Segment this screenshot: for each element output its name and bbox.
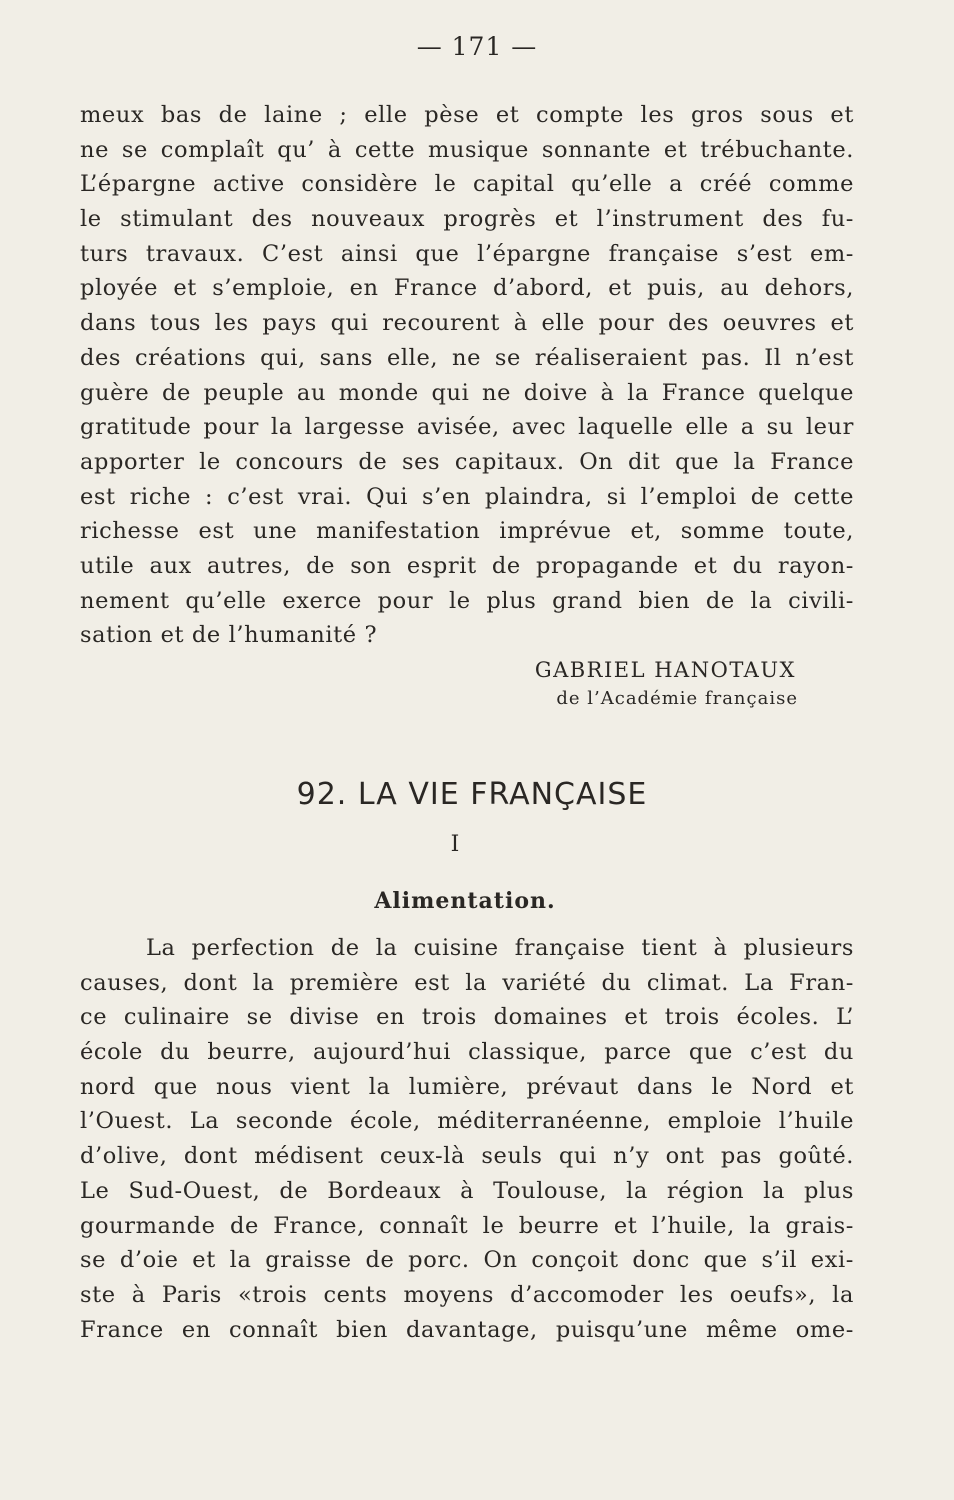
text-line: sation et de l’humanité ? <box>80 622 378 649</box>
text-line: dans tous les pays qui recourent à elle pour des oeuvres et <box>80 310 854 337</box>
author-signature <box>535 653 796 711</box>
text-line: meux bas de laine ; elle pèse et compte les gros sous et <box>80 102 854 128</box>
text-line: nord que nous vient la lumière, prévaut dans le Nord et <box>80 1073 854 1100</box>
text-line: gourmande de France, connaît le beurre et l’huile, la grais- <box>80 1212 854 1239</box>
text-line: richesse est une manifestation imprévue et, somme toute, <box>80 518 854 545</box>
text-line: Le Sud-Ouest, de Bordeaux à Toulouse, la région la plus <box>80 1177 854 1204</box>
text-line: école du beurre, aujourd’hui classique, parce que c’est du <box>80 1039 854 1066</box>
page-number: — 171 — <box>416 32 538 61</box>
text-line: ployée et s’emploie, en France d’abord, et puis, au dehors, <box>80 275 854 302</box>
paragraph-continued <box>80 98 854 653</box>
text-line: L’épargne active considère le capital qu’elle a créé comme <box>80 171 854 198</box>
text-line: gratitude pour la largesse avisée, avec laquelle elle a su leur <box>80 414 854 441</box>
paragraph-alimentation <box>80 931 854 1347</box>
part-number: I <box>450 832 460 857</box>
text-line: guère de peuple au monde qui ne doive à la France quelque <box>80 379 854 406</box>
author-name: GABRIEL HANOTAUX <box>534 658 796 682</box>
text-line: causes, dont la première est la variété du climat. La Fran- <box>80 969 854 996</box>
text-line: ce culinaire se divise en trois domaines et trois écoles. L’ <box>80 1004 854 1031</box>
text-line: d’olive, dont médisent ceux-là seuls qui n’y ont pas goûté. <box>80 1143 854 1170</box>
text-line: utile aux autres, de son esprit de propagande et du rayon- <box>80 552 854 579</box>
text-line: France en connaît bien davantage, puisqu’une même ome- <box>80 1316 854 1343</box>
text-line: turs travaux. C’est ainsi que l’épargne française s’est em- <box>80 240 854 267</box>
text-line: La perfection de la cuisine française tient à plusieurs <box>146 935 854 961</box>
text-line: le stimulant des nouveaux progrès et l’instrument des fu- <box>80 206 854 233</box>
text-line: ste à Paris «trois cents moyens d’accomoder les oeufs», la <box>80 1281 854 1308</box>
text-line: est riche : c’est vrai. Qui s’en plaindra, si l’emploi de cette <box>80 483 854 510</box>
chapter-title: 92. LA VIE FRANÇAISE <box>296 777 648 812</box>
text-line: apporter le concours de ses capitaux. On dit que la France <box>80 448 854 475</box>
text-line: nement qu’elle exerce pour le plus grand bien de la civili- <box>80 587 854 614</box>
section-heading: Alimentation. <box>374 888 556 914</box>
text-line: des créations qui, sans elle, ne se réaliseraient pas. Il n’est <box>80 344 854 371</box>
text-line: ne se complaît qu’ à cette musique sonnante et trébuchante. <box>80 136 854 163</box>
text-line: se d’oie et la graisse de porc. On conçoit donc que s’il exi- <box>80 1247 854 1274</box>
author-affiliation: de l’Académie française <box>556 688 798 709</box>
text-line: l’Ouest. La seconde école, méditerranéenne, emploie l’huile <box>80 1108 854 1135</box>
